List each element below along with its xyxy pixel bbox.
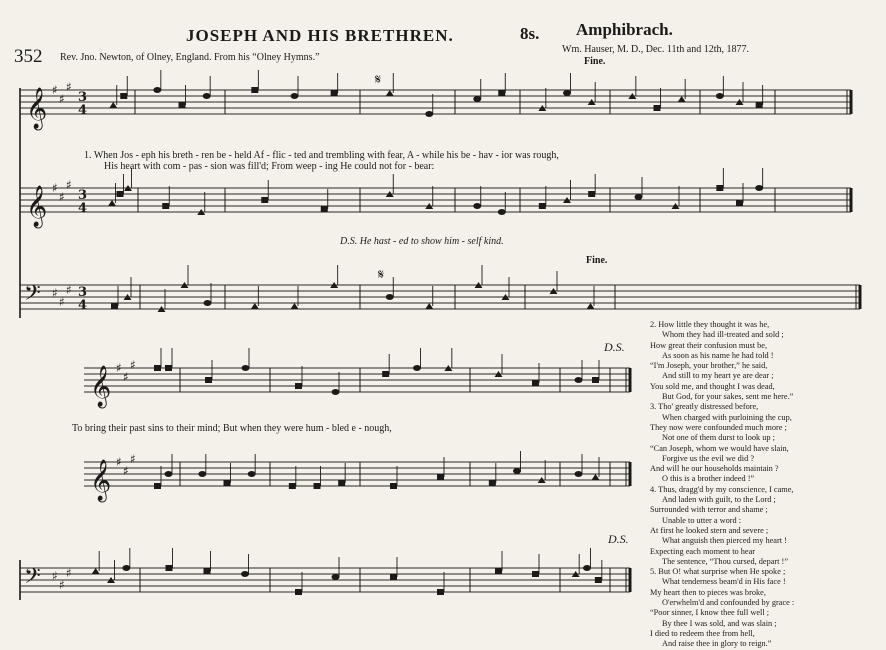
verse-line: 4. Thus, dragg'd by my conscience, I came, <box>650 484 794 494</box>
sharp-icon: ♯ <box>52 286 58 300</box>
note-head <box>386 90 394 96</box>
note-head <box>321 206 328 212</box>
meter-label: 8s. <box>520 24 540 43</box>
note-head <box>390 574 397 580</box>
time-sig-bottom: 4 <box>78 103 88 118</box>
ds-marker-bottom: D.S. <box>608 532 629 546</box>
note-head <box>592 474 600 480</box>
note-head <box>291 303 299 309</box>
note-head <box>386 294 394 300</box>
note-head <box>755 185 763 191</box>
segno-icon: 𝄋 <box>378 267 385 283</box>
verse-line: Whom they had ill-treated and sold ; <box>662 330 784 340</box>
treble-clef-icon: 𝄞 <box>26 186 48 227</box>
note-head <box>153 87 161 93</box>
sharp-icon: ♯ <box>66 566 72 580</box>
note-head <box>678 96 686 102</box>
verse-line: Expecting each moment to hear <box>650 546 756 556</box>
time-sig-bottom: 4 <box>78 298 88 313</box>
treble-clef-icon: 𝄞 <box>90 460 112 501</box>
verse-line: And raise thee in glory to reign.” <box>662 639 772 649</box>
note-head <box>241 571 249 577</box>
note-head <box>291 93 299 99</box>
note-head <box>425 111 433 117</box>
note-head <box>251 87 258 93</box>
note-head <box>588 191 595 197</box>
time-sig-top: 3 <box>78 285 88 300</box>
note-head <box>716 93 724 99</box>
sharp-icon: ♯ <box>59 190 65 204</box>
verse-line: 2. How little they thought it was he, <box>650 320 770 329</box>
page-number: 352 <box>14 46 43 67</box>
note-head <box>495 568 502 574</box>
lyric-line-ds: D.S. He hast - ed to show him - self kind. <box>340 236 504 247</box>
verse-line: O this is a brother indeed !” <box>662 474 755 484</box>
verse-line: And will he our households maintain ? <box>650 464 779 474</box>
note-head <box>179 102 186 108</box>
lyric-line-1: 1. When Jos - eph his breth - ren be - held Af - flic - ted and trembling with fear, A - while his be - hav - ior was rough, <box>84 150 559 161</box>
note-head <box>583 565 591 571</box>
note-head <box>489 480 496 486</box>
note-head <box>473 96 481 102</box>
note-head <box>587 303 595 309</box>
ds-marker: D.S. <box>604 340 625 354</box>
note-head <box>592 377 599 383</box>
note-head <box>338 480 345 486</box>
verse-line: But God, for your sakes, sent me here.” <box>662 392 794 402</box>
verse-line: Surrounded with terror and shame ; <box>650 505 768 515</box>
verse-line: 5. But O! what surprise when He spoke ; <box>650 567 786 577</box>
verse-line: “Can Joseph, whom we would have slain, <box>650 443 789 453</box>
verse-line: “Poor sinner, I know thee full well ; <box>650 608 770 618</box>
verse-line: “I'm Joseph, your brother,” he said, <box>650 361 768 371</box>
author-credit: Rev. Jno. Newton, of Olney, England. From his “Olney Hymns.” <box>60 52 320 63</box>
note-head <box>595 577 602 583</box>
note-head <box>204 568 211 574</box>
verse-line: O'erwhelm'd and confounded by grace : <box>662 598 795 608</box>
note-head <box>154 365 161 371</box>
note-head <box>332 389 340 395</box>
note-head <box>654 105 661 111</box>
note-head <box>635 194 643 200</box>
sharp-icon: ♯ <box>130 452 136 466</box>
note-head <box>205 377 212 383</box>
verse-line: Forgive us the evil we did ? <box>662 453 755 463</box>
sharp-icon: ♯ <box>116 361 122 375</box>
note-head <box>162 203 169 209</box>
verse-line: Unable to utter a word : <box>662 515 742 525</box>
verse-line: At first he looked stern and severe ; <box>650 525 769 535</box>
note-head <box>473 203 481 209</box>
sharp-icon: ♯ <box>59 578 65 592</box>
verse-line: And still to my heart ye are dear ; <box>662 371 774 381</box>
note-head <box>532 571 539 577</box>
note-head <box>204 300 212 306</box>
note-head <box>736 200 743 206</box>
sharp-icon: ♯ <box>66 283 72 297</box>
lyric-line-4: To bring their past sins to their mind; But when they were hum - bled e - nough, <box>72 423 392 434</box>
note-head <box>251 303 259 309</box>
sharp-icon: ♯ <box>123 370 129 384</box>
verse-line: I died to redeem thee from hell, <box>650 628 755 638</box>
note-head <box>513 468 521 474</box>
sharp-icon: ♯ <box>59 92 65 106</box>
note-head <box>120 93 127 99</box>
note-head <box>437 589 444 595</box>
note-head <box>117 191 124 197</box>
segno-icon: 𝄋 <box>375 72 382 88</box>
note-head <box>716 185 723 191</box>
sharp-icon: ♯ <box>52 83 58 97</box>
note-head <box>198 471 206 477</box>
verse-line: How great their confusion must be, <box>650 340 768 350</box>
note-head <box>166 565 173 571</box>
verse-line: What anguish then pierced my heart ! <box>662 536 787 546</box>
verses-column <box>650 320 886 650</box>
verse-line: You sold me, and thought I was dead, <box>650 381 775 391</box>
note-head <box>295 383 302 389</box>
bass-clef-icon: 𝄢 <box>24 564 41 594</box>
sharp-icon: ♯ <box>116 455 122 469</box>
time-sig-top: 3 <box>78 188 88 203</box>
note-head <box>165 365 172 371</box>
tune-name: Amphibrach. <box>576 20 673 39</box>
note-head <box>261 197 268 203</box>
lyric-line-2: His heart with com - pas - sion was fill'd; From weep - ing He could not for - bear: <box>104 161 435 172</box>
sharp-icon: ♯ <box>66 178 72 192</box>
verse-line: 3. Tho' greatly distressed before, <box>650 402 759 412</box>
verse-line: As soon as his name he had told ! <box>662 350 774 360</box>
treble-clef-icon: 𝄞 <box>26 88 48 129</box>
note-head <box>248 471 256 477</box>
verse-line: Not one of them durst to look up ; <box>662 433 775 443</box>
note-head <box>122 565 130 571</box>
verse-line: When charged with purloining the cup, <box>662 412 792 422</box>
sharp-icon: ♯ <box>52 569 58 583</box>
verse-line: And laden with guilt, to the Lord ; <box>662 495 776 505</box>
fine-marker-bass: Fine. <box>586 255 608 266</box>
note-head <box>289 483 296 489</box>
note-head <box>575 471 583 477</box>
verse-line: They now were confounded much more ; <box>650 422 787 432</box>
note-head <box>314 483 321 489</box>
sharp-icon: ♯ <box>130 358 136 372</box>
note-head <box>154 483 161 489</box>
note-head <box>165 471 173 477</box>
time-sig-top: 3 <box>78 90 88 105</box>
note-head <box>108 200 116 206</box>
note-head <box>437 474 444 480</box>
note-head <box>532 380 539 386</box>
note-head <box>331 90 338 96</box>
verse-line: By thee I was sold, and was slain ; <box>662 618 777 628</box>
verse-line: The sentence, “Thou cursed, depart !” <box>662 556 789 566</box>
note-head <box>425 303 433 309</box>
verse-line: My heart then to pieces was broke, <box>650 587 766 597</box>
sharp-icon: ♯ <box>59 295 65 309</box>
fine-marker: Fine. <box>584 56 606 67</box>
verse-line: What tenderness beam'd in His face ! <box>662 577 786 587</box>
note-head <box>498 209 506 215</box>
note-head <box>498 90 505 96</box>
note-head <box>242 365 250 371</box>
bass-clef-icon: 𝄢 <box>24 281 41 311</box>
treble-clef-icon: 𝄞 <box>90 366 112 407</box>
time-sig-bottom: 4 <box>78 201 88 216</box>
note-head <box>295 589 302 595</box>
note-head <box>109 102 117 108</box>
note-head <box>92 568 100 574</box>
note-head <box>224 480 231 486</box>
sharp-icon: ♯ <box>52 181 58 195</box>
note-head <box>756 102 763 108</box>
note-head <box>332 574 340 580</box>
sharp-icon: ♯ <box>123 464 129 478</box>
hymn-title: JOSEPH AND HIS BRETHREN. <box>186 26 454 45</box>
note-head <box>539 203 546 209</box>
note-head <box>382 371 389 377</box>
sharp-icon: ♯ <box>66 80 72 94</box>
composer-credit: Wm. Hauser, M. D., Dec. 11th and 12th, 1877. <box>562 44 749 55</box>
note-head <box>203 93 211 99</box>
note-head <box>575 377 583 383</box>
note-head <box>111 303 118 309</box>
note-head <box>563 90 571 96</box>
note-head <box>413 365 421 371</box>
note-head <box>390 483 397 489</box>
